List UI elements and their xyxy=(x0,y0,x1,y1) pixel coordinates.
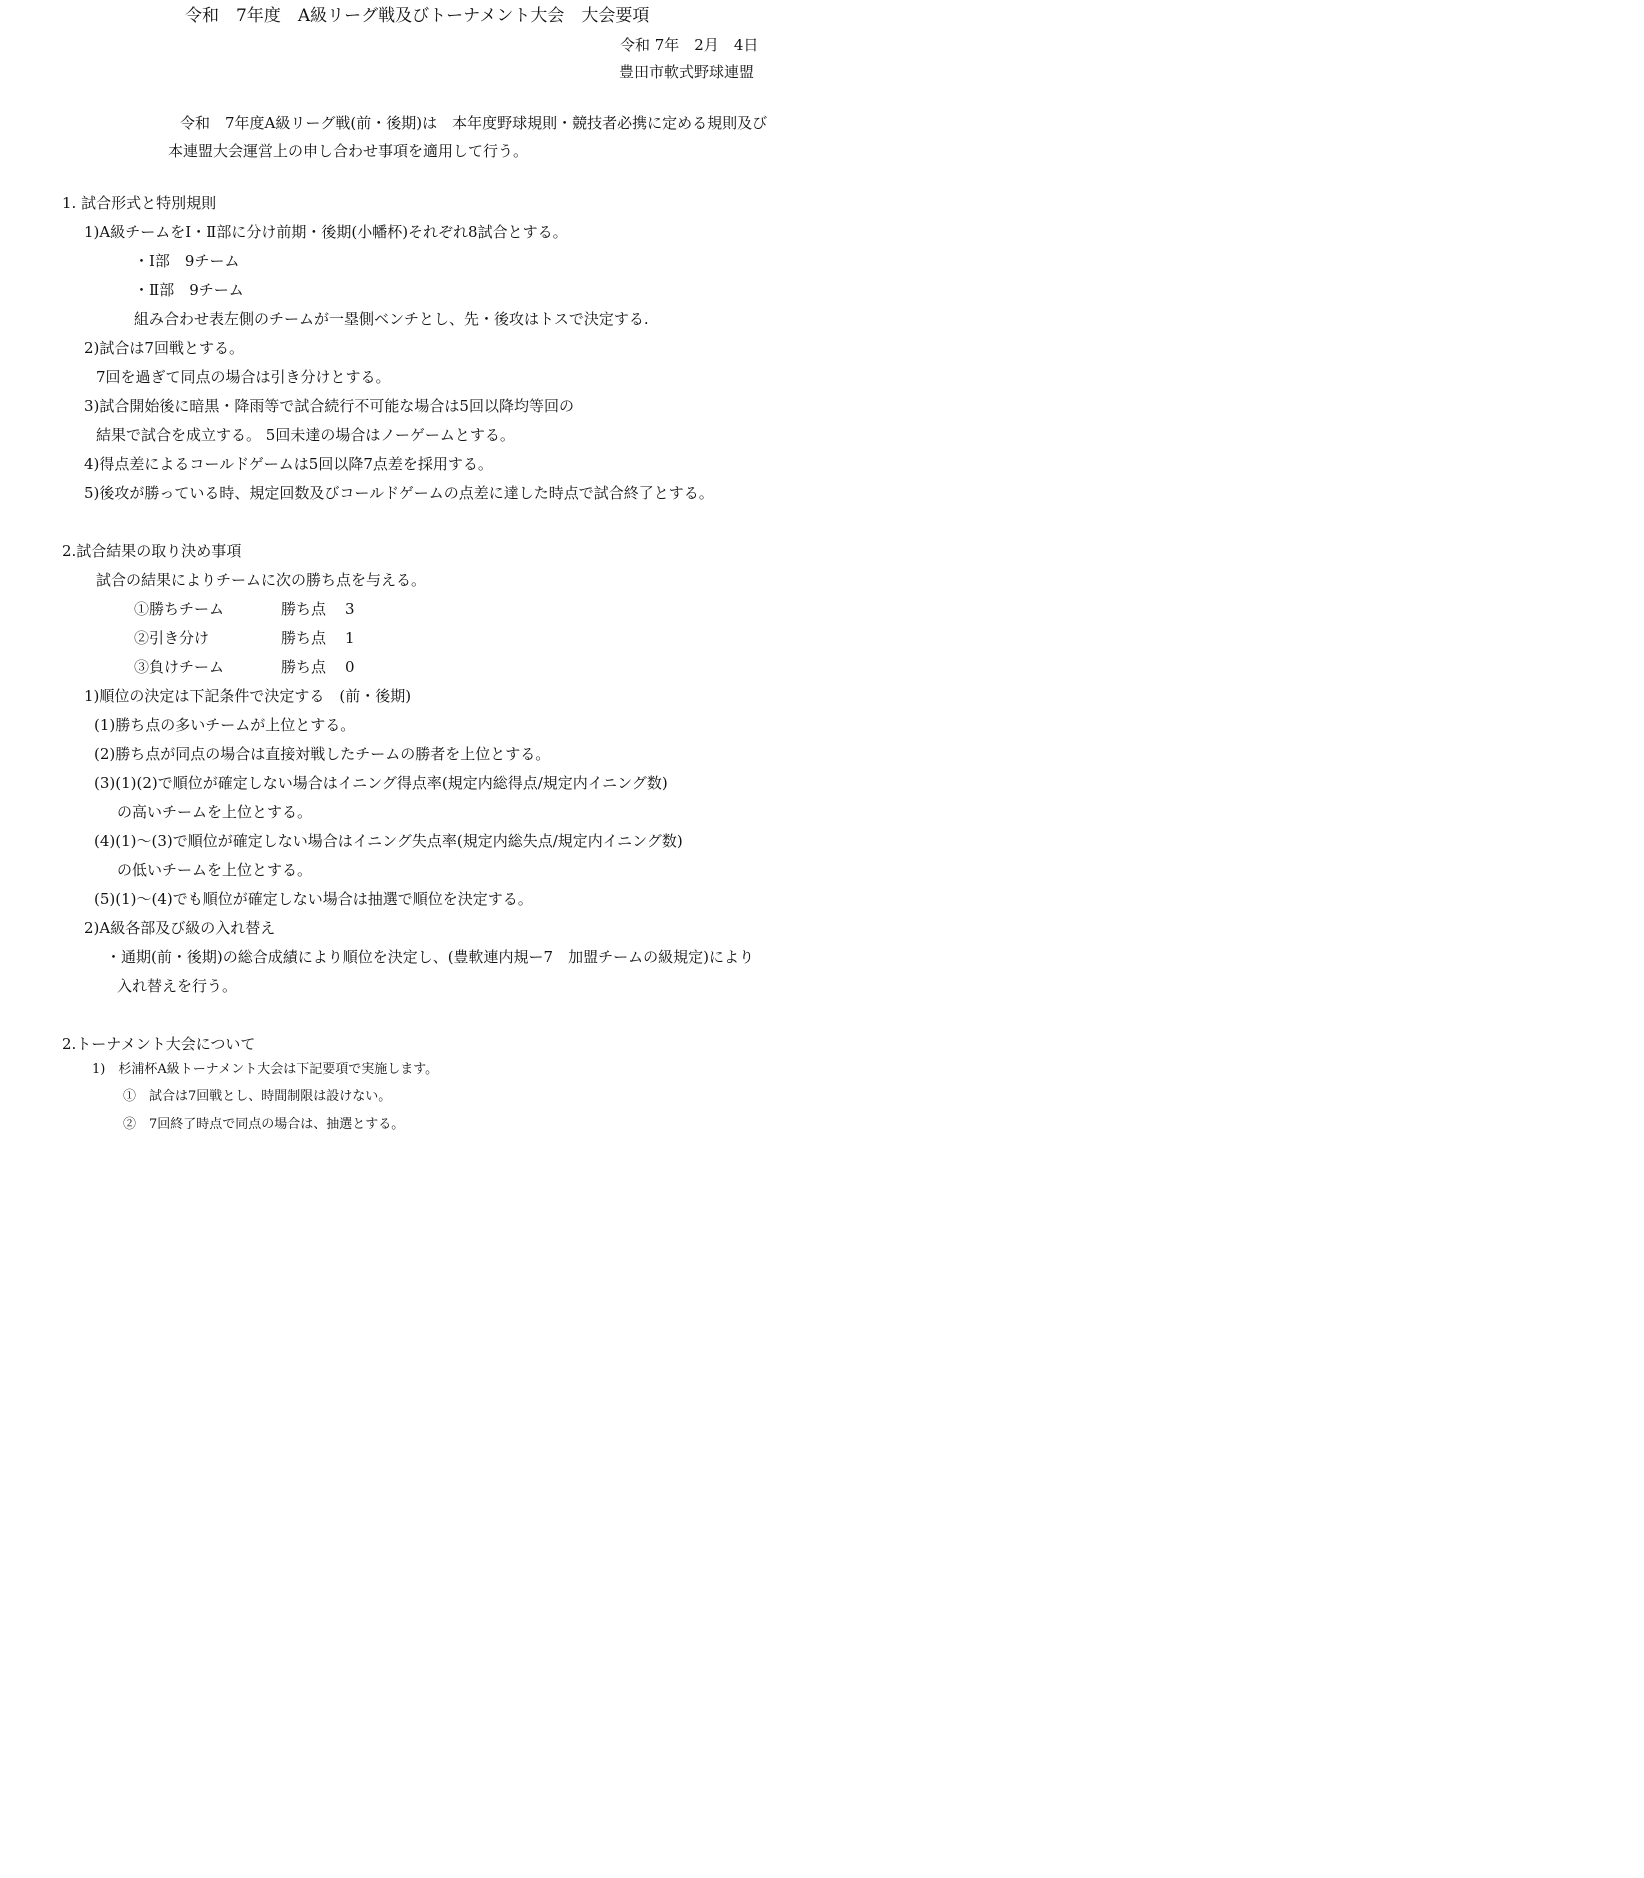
points-label: ②引き分け xyxy=(134,629,210,647)
points-caption: 勝ち点 xyxy=(281,658,327,676)
list-item: (5)(1)～(4)でも順位が確定しない場合は抽選で順位を決定する。 xyxy=(94,890,533,908)
list-item: 3)試合開始後に暗黒・降雨等で試合続行不可能な場合は5回以降均等回の xyxy=(84,397,574,415)
section-intro: 試合の結果によりチームに次の勝ち点を与える。 xyxy=(96,571,427,589)
list-item: 結果で試合を成立する。 5回未達の場合はノーゲームとする。 xyxy=(96,426,515,444)
points-label: ③負けチーム xyxy=(134,658,225,676)
points-caption: 勝ち点 xyxy=(281,629,327,647)
list-item: (2)勝ち点が同点の場合は直接対戦したチームの勝者を上位とする。 xyxy=(94,745,551,763)
points-value: 3 xyxy=(345,600,355,618)
list-item: 4)得点差によるコールドゲームは5回以降7点差を採用する。 xyxy=(84,455,493,473)
list-item: ② 7回終了時点で同点の場合は、抽選とする。 xyxy=(123,1117,405,1132)
list-item: 1) 杉浦杯A級トーナメント大会は下記要項で実施します。 xyxy=(92,1062,439,1077)
list-item: 1)A級チームをⅠ・Ⅱ部に分け前期・後期(小幡杯)それぞれ8試合とする。 xyxy=(84,223,568,241)
list-item: ① 試合は7回戦とし、時間制限は設けない。 xyxy=(123,1089,392,1104)
section-heading: 2.トーナメント大会について xyxy=(62,1035,256,1053)
section-heading: 2.試合結果の取り決め事項 xyxy=(62,542,242,560)
points-value: 1 xyxy=(345,629,355,647)
list-item: 2)A級各部及び級の入れ替え xyxy=(84,919,276,937)
organization-name: 豊田市軟式野球連盟 xyxy=(619,63,755,81)
list-item: (3)(1)(2)で順位が確定しない場合はイニング得点率(規定内総得点/規定内イニング数) xyxy=(94,774,668,792)
list-item: ・Ⅰ部 9チーム xyxy=(134,252,240,270)
points-value: 0 xyxy=(345,658,355,676)
list-item: 2)試合は7回戦とする。 xyxy=(84,339,244,357)
list-item: (1)勝ち点の多いチームが上位とする。 xyxy=(94,716,356,734)
list-item: ・Ⅱ部 9チーム xyxy=(134,281,244,299)
list-item: 5)後攻が勝っている時、規定回数及びコールドゲームの点差に達した時点で試合終了とする。 xyxy=(84,484,714,502)
intro-line: 令和 7年度A級リーグ戦(前・後期)は 本年度野球規則・競技者必携に定める規則及び xyxy=(180,114,768,132)
list-item: の高いチームを上位とする。 xyxy=(117,803,313,821)
list-item: 組み合わせ表左側のチームが一塁側ベンチとし、先・後攻はトスで決定する. xyxy=(134,310,649,328)
list-item: 1)順位の決定は下記条件で決定する (前・後期) xyxy=(84,687,412,705)
points-label: ①勝ちチーム xyxy=(134,600,225,618)
list-item: ・通期(前・後期)の総合成績により順位を決定し、(豊軟連内規ー7 加盟チームの級規定)により xyxy=(106,948,754,966)
intro-line: 本連盟大会運営上の申し合わせ事項を適用して行う。 xyxy=(168,142,529,160)
list-item: 7回を過ぎて同点の場合は引き分けとする。 xyxy=(96,368,391,386)
list-item: 入れ替えを行う。 xyxy=(117,977,238,995)
list-item: (4)(1)～(3)で順位が確定しない場合はイニング失点率(規定内総失点/規定内イニング数) xyxy=(94,832,683,850)
points-caption: 勝ち点 xyxy=(281,600,327,618)
list-item: の低いチームを上位とする。 xyxy=(117,861,313,879)
section-heading: 1. 試合形式と特別規則 xyxy=(62,194,217,212)
document-title: 令和 7年度 A級リーグ戦及びトーナメント大会 大会要項 xyxy=(185,6,650,26)
issue-date: 令和 7年 2月 4日 xyxy=(620,36,759,54)
